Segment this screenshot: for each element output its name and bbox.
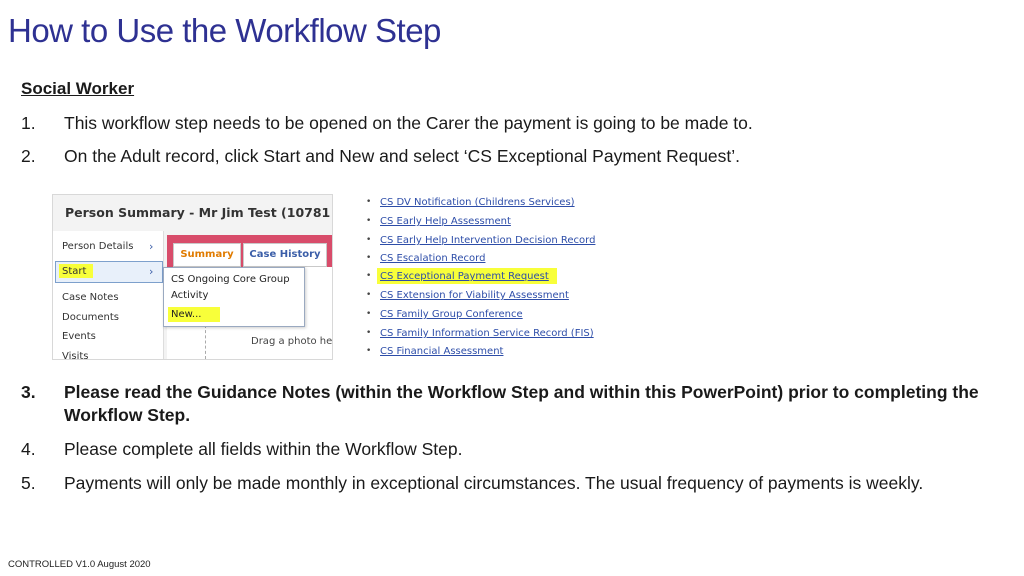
workflow-link[interactable]: CS Early Help Intervention Decision Record: [380, 235, 596, 246]
sidebar-item-case-notes[interactable]: Case Notes: [62, 292, 119, 303]
chevron-right-icon: ›: [149, 240, 154, 253]
sidebar-item-visits[interactable]: Visits: [62, 351, 89, 360]
bullet-icon: •: [366, 271, 372, 281]
list-number: 2.: [21, 146, 36, 166]
list-text: Please read the Guidance Notes (within the Workflow Step and within this PowerPoint) prior to completing the Workflow Step.: [64, 382, 979, 425]
list-number: 5.: [21, 473, 36, 493]
tab-case-history[interactable]: Case History: [243, 243, 327, 267]
subheading-social-worker: Social Worker: [21, 79, 135, 98]
bullet-icon: •: [366, 197, 372, 207]
sidebar-item-person-details[interactable]: Person Details: [62, 241, 134, 252]
list-text: This workflow step needs to be opened on the Carer the payment is going to be made to.: [64, 113, 753, 133]
workflow-link[interactable]: CS Early Help Assessment: [380, 216, 511, 227]
menu-item-new[interactable]: New...: [171, 309, 202, 320]
list-number: 3.: [21, 382, 36, 402]
bullet-icon: •: [366, 253, 372, 263]
sidebar-item-start[interactable]: Start: [62, 266, 87, 277]
list-number: 1.: [21, 113, 36, 133]
bullet-icon: •: [366, 309, 372, 319]
bullet-icon: •: [366, 216, 372, 226]
list-number: 4.: [21, 439, 36, 459]
photo-drop-border: [205, 325, 207, 359]
bullet-icon: •: [366, 235, 372, 245]
workflow-link[interactable]: CS DV Notification (Childrens Services): [380, 197, 575, 208]
workflow-link-exceptional-payment[interactable]: CS Exceptional Paymemt Request: [380, 271, 549, 282]
list-text: On the Adult record, click Start and New and select ‘CS Exceptional Payment Request’.: [64, 146, 741, 166]
sidebar-item-documents[interactable]: Documents: [62, 312, 120, 323]
bullet-icon: •: [366, 346, 372, 356]
workflow-link[interactable]: CS Family Group Conference: [380, 309, 523, 320]
menu-item-activity[interactable]: Activity: [171, 290, 209, 301]
workflow-link[interactable]: CS Family Information Service Record (FIS): [380, 328, 594, 339]
workflow-link[interactable]: CS Financial Assessment: [380, 346, 504, 357]
tab-summary[interactable]: Summary: [173, 243, 241, 267]
bullet-icon: •: [366, 328, 372, 338]
workflow-list-screenshot: [361, 194, 663, 362]
info-fragment-text: for: [311, 291, 328, 302]
person-sidebar: [53, 231, 164, 360]
footer-version: CONTROLLED V1.0 August 2020: [8, 559, 151, 570]
slide-title: How to Use the Workflow Step: [8, 12, 441, 49]
drag-photo-text: Drag a photo he: [251, 336, 333, 347]
sidebar-item-events[interactable]: Events: [62, 331, 96, 342]
menu-item-ongoing-core-group[interactable]: CS Ongoing Core Group: [171, 274, 290, 285]
bullet-icon: •: [366, 290, 372, 300]
list-text: Please complete all fields within the Workflow Step.: [64, 439, 463, 459]
workflow-link[interactable]: CS Escalation Record: [380, 253, 486, 264]
list-text: Payments will only be made monthly in exceptional circumstances. The usual frequency of payments is weekly.: [64, 473, 924, 493]
start-dropdown-menu: [163, 267, 305, 327]
workflow-link[interactable]: CS Extension for Viability Assessment: [380, 290, 569, 301]
person-summary-screenshot: [52, 194, 333, 360]
person-summary-header: Person Summary - Mr Jim Test (10781: [65, 205, 331, 220]
chevron-right-icon: ›: [149, 265, 154, 278]
